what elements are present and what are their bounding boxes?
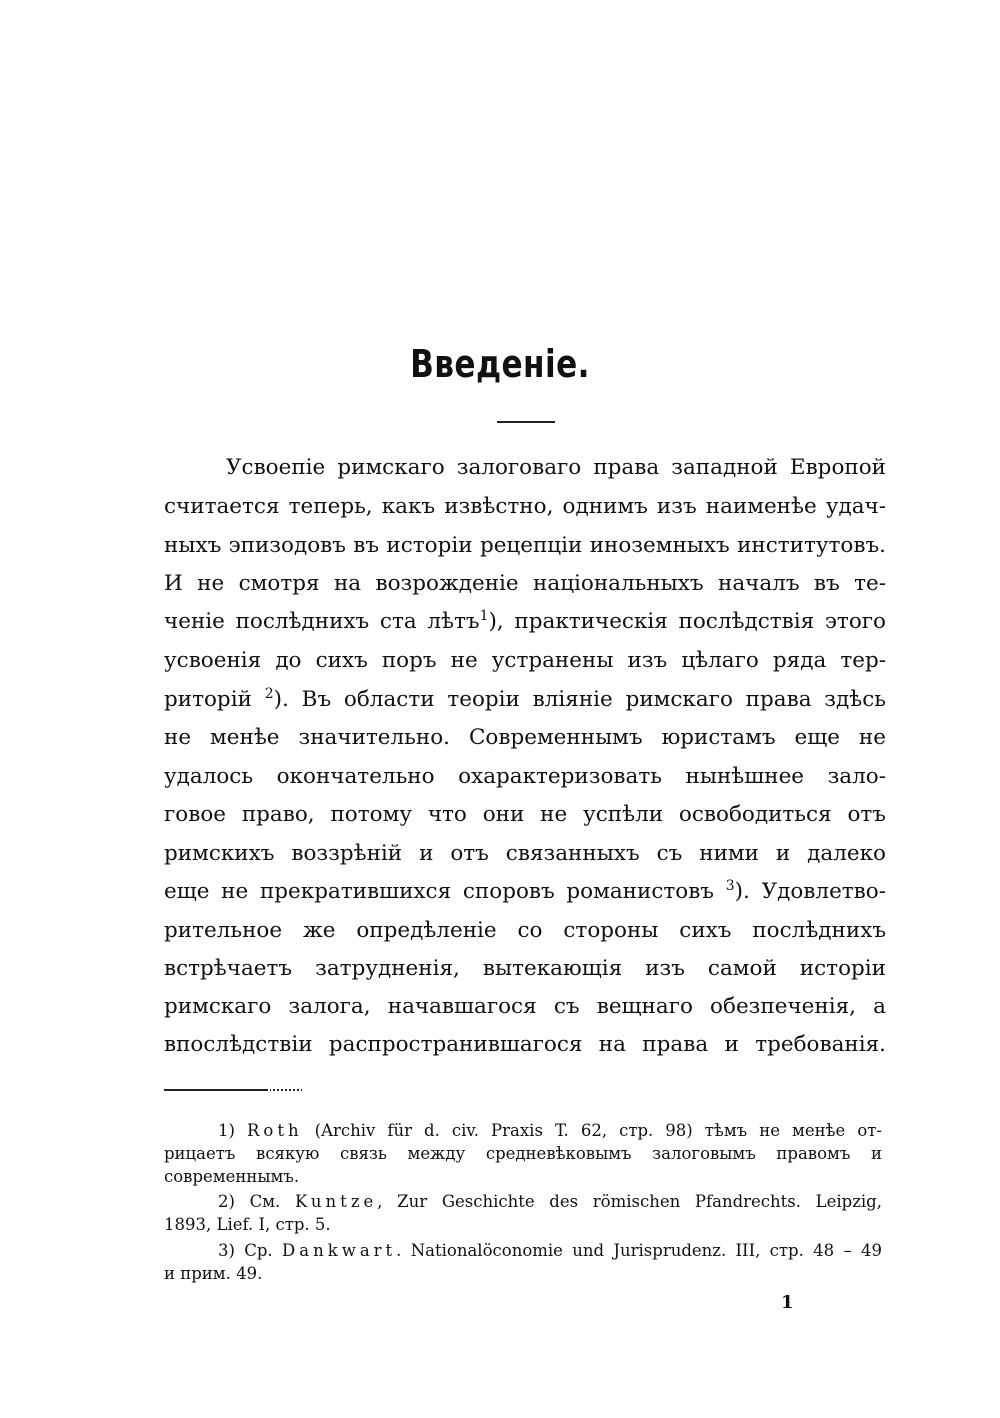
footnote-text: и прим. 49. [164, 1264, 263, 1283]
body-line [164, 686, 886, 713]
footnote-2-line [164, 1214, 882, 1236]
chapter-title: Введеніе. [410, 342, 590, 386]
body-text: усвоенія до сихъ поръ не устранены изъ цѣлаго ряда тер- [164, 648, 886, 673]
body-text: И не смотря на возрожденіе національныхъ началъ въ те- [164, 571, 886, 596]
body-line [164, 647, 886, 674]
body-line [164, 878, 886, 905]
footnote-3-line [164, 1263, 882, 1285]
body-text: ченіе послѣднихъ ста лѣтъ [164, 609, 480, 634]
footnote-2 [218, 1191, 882, 1213]
body-line [164, 993, 886, 1020]
body-line [164, 724, 886, 751]
body-text: считается теперь, какъ извѣстно, однимъ изъ наименѣе удач- [164, 494, 886, 519]
footnote-text: , Zur Geschichte des römischen Pfandrechts. Leipzig, [377, 1192, 882, 1211]
footnote-text: . Nationalöconomie und Jurisprudenz. III, стр. 48 – 49 [396, 1241, 883, 1260]
body-text: встрѣчаетъ затрудненія, вытекающія изъ самой исторіи [164, 956, 886, 981]
footnote-author: Kuntze [294, 1192, 378, 1211]
footnote-1-line [164, 1143, 882, 1165]
body-text: еще не прекратившихся споровъ романистовъ [164, 879, 714, 904]
body-line [164, 532, 886, 559]
footnote-text: (Archiv für d. civ. Praxis T. 62, стр. 98) тѣмъ не менѣе от- [302, 1121, 882, 1140]
footnote-author: Dankwart [282, 1241, 397, 1260]
footnote-ref: 2 [264, 686, 274, 702]
footnote-text: 3) Ср. [218, 1241, 282, 1260]
footnote-1 [218, 1120, 882, 1142]
page-number: 1 [781, 1292, 794, 1313]
footnote-ref: 1 [479, 608, 489, 624]
footnote-3 [218, 1240, 882, 1262]
body-text: Усвоепіе римскаго залоговаго права западной Европой [226, 455, 886, 480]
body-text: римскихъ воззрѣній и отъ связанныхъ съ ними и далеко [164, 841, 886, 866]
body-text: рительное же опредѣленіе со стороны сихъ послѣднихъ [164, 918, 886, 943]
body-line [164, 493, 886, 520]
footnote-divider [164, 1089, 304, 1091]
body-text: ). Удовлетво- [734, 879, 886, 904]
footnote-text: рицаетъ всякую связь между средневѣковымъ залоговымъ правомъ и [164, 1144, 882, 1163]
body-text: впослѣдствіи распространившагося на права и требованія. [164, 1032, 886, 1057]
body-line [164, 917, 886, 944]
footnote-text: 1) [218, 1121, 247, 1140]
body-text: римскаго залога, начавшагося съ вещнаго обезпеченія, а [164, 994, 886, 1019]
title-divider [497, 421, 555, 423]
body-text: ), практическія послѣдствія этого [488, 609, 886, 634]
footnote-author: Roth [246, 1121, 303, 1140]
body-line [164, 570, 886, 597]
body-text: говое право, потому что они не успѣли освободиться отъ [164, 802, 886, 827]
body-line [164, 763, 886, 790]
footnote-1-line [164, 1166, 882, 1188]
footnote-text: 2) См. [218, 1192, 295, 1211]
footnote-text: современнымъ. [164, 1167, 300, 1186]
body-line [164, 840, 886, 867]
body-line [164, 1031, 886, 1058]
footnote-text: 1893, Lief. I, стр. 5. [164, 1215, 331, 1234]
body-text: не менѣе значительно. Современнымъ юристамъ еще не [164, 725, 886, 750]
footnote-ref: 3 [725, 878, 735, 894]
body-text: ). Въ области теоріи вліяніе римскаго права здѣсь [273, 687, 886, 712]
body-text: ныхъ эпизодовъ въ исторіи рецепціи иноземныхъ институтовъ. [164, 533, 886, 558]
body-text: удалось окончательно охарактеризовать нынѣшнее зало- [164, 764, 886, 789]
body-line [164, 955, 886, 982]
body-line [164, 608, 886, 635]
body-line [226, 454, 886, 481]
body-text: риторій [164, 687, 252, 712]
body-line [164, 801, 886, 828]
